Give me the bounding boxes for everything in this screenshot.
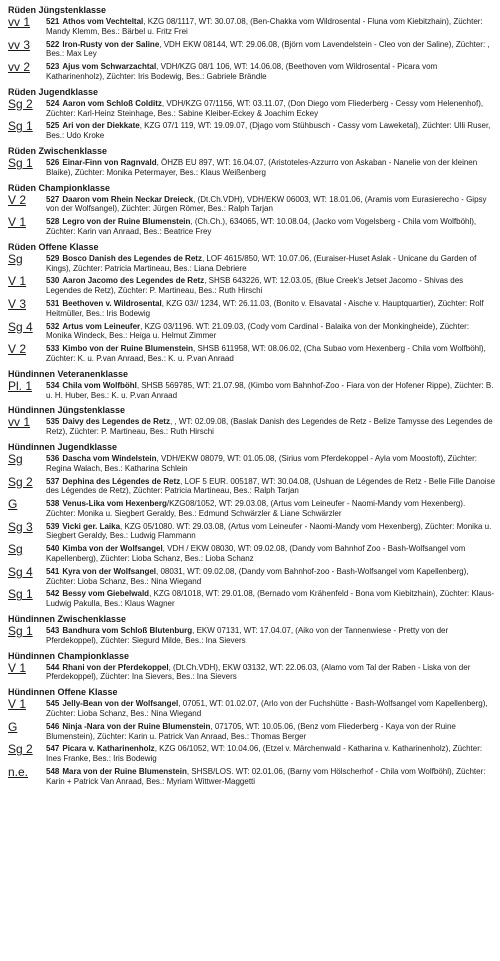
entry-details: , KZG 05/1080. WT: 29.03.08, (Artus vom Leineufer - Naomi-Mandy vom Hexenberg), Züchter: Monika u. Siegbert Geraldy, Bes.: Ludwig Flammann [46, 521, 492, 541]
section-title: Hündinnen Championklasse [8, 650, 130, 661]
catalog-number: 544 [46, 662, 60, 672]
grade-mark: Sg 1 [8, 155, 33, 170]
dog-name: Artus vom Leineufer [62, 321, 141, 331]
catalog-number: 529 [46, 253, 60, 263]
catalog-number: 538 [46, 499, 60, 509]
dog-name: Einar-Finn von Ragnvald [62, 157, 157, 167]
class-section [8, 183, 496, 237]
grade-mark: V 1 [8, 274, 27, 289]
entry-details: , 08031, WT: 09.02.08, (Dandy vom Bahnhof-zoo - Bash-Wolfsangel vom Kapellenberg), Züchter: Lioba Schanz, Bes.: Nina Wiegand [46, 566, 469, 586]
section-title: Hündinnen Zwischenklasse [8, 614, 127, 625]
dog-name: Kyra von der Wolfsangel [62, 566, 157, 576]
dog-entry [8, 319, 496, 342]
dog-entry [8, 296, 496, 319]
entry-details: , VDH/KZG 07/1156, WT: 03.11.07, (Don Diego vom Fliederberg - Cessy vom Helenenhof), Züchter: Karl-Heinz Steinhage, Bes.: Sabine Kleiber-Eckey & Joachim Eckey [46, 98, 484, 118]
grade-mark: Sg [8, 451, 23, 466]
dog-name: Aaron vom Schloß Colditz [62, 98, 162, 108]
dog-name: Mara von der Ruine Blumenstein [62, 767, 187, 777]
catalog-number: 539 [46, 521, 60, 531]
grade-mark: V 2 [8, 342, 27, 357]
catalog-number: 543 [46, 626, 60, 636]
section-title: Rüden Jugendklasse [8, 86, 99, 97]
catalog-number: 521 [46, 17, 60, 26]
entry-details: , KZG 03/1196. WT: 21.09.03, (Cody vom Cardinal - Balaika von der Monkingheide), Züchter: Monika Windeck, Bes.: Heiga u. Helmut Zimmer [46, 321, 470, 341]
entry-details: , VDH EKW 08144, WT: 29.06.08, (Björn vom Lavendelstein - Cleo von der Saline), Züchter: , Bes.: Max Ley [46, 39, 490, 59]
dog-entry [8, 276, 496, 296]
catalog-number: 530 [46, 276, 60, 286]
section-title: Rüden Championklasse [8, 182, 111, 193]
catalog-number: 525 [46, 121, 60, 131]
catalog-number: 548 [46, 767, 60, 777]
dog-entry [8, 17, 496, 37]
dog-entry [8, 626, 496, 646]
section-title: Rüden Jüngstenklasse [8, 5, 107, 15]
dog-name: Beethoven v. Wildrosental [62, 298, 162, 308]
section-title: Rüden Offene Klasse [8, 241, 99, 252]
dog-name: Daaron vom Rhein Neckar Dreieck [62, 194, 194, 204]
dog-entry [8, 62, 496, 82]
dog-entry [8, 519, 496, 542]
grade-mark: V 1 [8, 697, 27, 712]
dog-entry [8, 251, 496, 274]
dog-entry [8, 344, 496, 364]
grade-mark: V 2 [8, 192, 27, 207]
catalog-number: 537 [46, 476, 60, 486]
entry-details: , SHSB 569785, WT: 21.07.98, (Kimbo vom Bahnhof-Zoo - Fiara von der Hofener Rippe), Züchter: B. u. H. Huber, Bes.: K. u. P.van Anraad [46, 380, 494, 400]
section-title: Hündinnen Veteranenklasse [8, 368, 129, 379]
entry-details: , KZG 06/1052, WT: 10.04.06, (Etzel v. Märchenwald - Katharina v. Katharinenholz), Züchter: Ines Franke, Bes.: Iris Bodewig [46, 744, 483, 764]
catalog-number: 523 [46, 62, 60, 72]
grade-mark: V 3 [8, 296, 27, 311]
entry-details: , 071705, WT: 10.05.06, (Benz vom Fliederberg - Kaya von der Ruine Blumenstein), Züchter: Karin u. Patrick Van Anraad, Bes.: Thomas Berger [46, 721, 456, 741]
catalog-number: 527 [46, 194, 60, 204]
grade-mark: V 1 [8, 215, 27, 230]
catalog-number: 545 [46, 699, 60, 709]
class-section [8, 687, 496, 786]
catalog-number: 532 [46, 321, 60, 331]
entry-details: /KZG08/1052, WT: 29.03.08, (Artus vom Leineufer - Naomi-Mandy vom Hexenberg). Züchter: Monika u. Siegbert Geraldy, Bes.: Edmund Schwärzler & Liane Schwärzler [46, 499, 466, 518]
grade-mark: Pl. 1 [8, 378, 33, 393]
dog-entry [8, 544, 496, 564]
grade-mark: Sg 3 [8, 519, 33, 534]
grade-mark: G [8, 719, 18, 734]
grade-mark: Sg 2 [8, 474, 33, 489]
grade-mark: vv 1 [8, 15, 31, 29]
dog-name: Kimba von der Wolfsangel [62, 544, 163, 554]
dog-entry [8, 192, 496, 215]
dog-name: Bessy vom Giebelwald [62, 589, 150, 599]
dog-entry [8, 217, 496, 237]
results-document [0, 5, 500, 961]
section-title: Hündinnen Jüngstenklasse [8, 405, 126, 416]
dog-name: Chila vom Wolfböhl [62, 380, 137, 390]
dog-name: Aaron Jacomo des Legendes de Retz [62, 276, 205, 286]
entry-details: , (Ch.Ch.), 634065, WT: 10.08.04, (Jacko vom Vogelsberg - Chila vom Wolfböhl), Züchter: Karin van Anraad, Bes.: Beatrice Frey [46, 217, 477, 236]
dog-entry [8, 417, 496, 437]
grade-mark: Sg 2 [8, 96, 33, 111]
entry-details: , SHSB/LOS. WT: 02.01.06, (Barny vom Hölscherhof - Chila vom Wolfböhl), Züchter: Karin + Patrick Van Anraad, Bes.: Myriam Wittwer-Maggetti [46, 767, 486, 786]
entry-details: , ÖHZB EU 897, WT: 16.04.07, (Aristoteles-Azzurro von Askaban - Nanelie von der kleinen Blaike), Züchter: Monika Petermayer, Bes.: Klaus Weißenberg [46, 157, 478, 177]
entry-details: , 07051, WT: 01.02.07, (Arlo von der Fuchshütte - Bash-Wolfsangel vom Kapellenberg), Züchter: Lioba Schanz, Bes.: Nina Wiegand [46, 699, 488, 719]
dog-name: Bandhura vom Schloß Blutenburg [62, 626, 193, 636]
grade-mark: vv 3 [8, 37, 31, 52]
entry-details: , LOF 4615/850, WT: 10.07.06, (Euraiser-Huset Aslak - Unicane du Garden of Kings), Züchter: Patricia Martineau, Bes.: Liana Debriere [46, 253, 477, 273]
grade-mark: Sg 1 [8, 624, 33, 639]
dog-name: Jelly-Bean von der Wolfsangel [62, 699, 179, 709]
entry-details: , LOF 5 EUR. 005187, WT: 30.04.08, (Ushuan de Légendes de Retz - Belle Fille Danoise des Légendes de Retz), Züchter: Patricia Martineau, Bes.: Ralph Tarjan [46, 476, 496, 496]
class-section [8, 405, 496, 437]
dog-entry [8, 378, 496, 401]
dog-name: Legro von der Ruine Blumenstein [62, 217, 191, 227]
dog-entry [8, 474, 496, 497]
class-section [8, 651, 496, 683]
grade-mark: n.e. [8, 765, 29, 780]
dog-name: Ajus vom Schwarzachtal [62, 62, 157, 72]
dog-name: Rhani von der Pferdekoppel [62, 662, 169, 672]
dog-name: Picara v. Katharinenholz [62, 744, 155, 754]
catalog-number: 535 [46, 417, 60, 427]
catalog-number: 547 [46, 744, 60, 754]
entry-details: , EKW 07131, WT: 17.04.07, (Aiko von der Tannenwiese - Pretty von der Pferdekoppel), Züchter: Siegurd Milde, Bes.: Ina Sievers [46, 626, 449, 645]
dog-name: Venus-Lika vom Hexenberg [62, 499, 167, 509]
dog-entry [8, 451, 496, 474]
dog-name: Bosco Danish des Legendes de Retz [62, 253, 202, 263]
catalog-number: 522 [46, 39, 60, 49]
grade-mark: vv 2 [8, 60, 31, 75]
catalog-number: 546 [46, 721, 60, 731]
section-title: Rüden Zwischenklasse [8, 145, 108, 156]
section-title: Hündinnen Jugendklasse [8, 441, 118, 452]
dog-entry [8, 744, 496, 764]
catalog-number: 541 [46, 566, 60, 576]
class-section [8, 5, 496, 82]
catalog-number: 542 [46, 589, 60, 599]
dog-name: Dephina des Légendes de Retz [62, 476, 181, 486]
grade-mark: G [8, 497, 18, 512]
dog-name: Vicki ger. Laika [62, 521, 121, 531]
catalog-number: 533 [46, 344, 60, 354]
catalog-number: 528 [46, 217, 60, 227]
grade-mark: Sg [8, 251, 23, 266]
class-section [8, 242, 496, 364]
dog-name: Athos vom Vechteltal [62, 17, 144, 26]
dog-entry [8, 121, 496, 141]
dog-name: Iron-Rusty von der Saline [62, 39, 160, 49]
dog-entry [8, 719, 496, 742]
entry-details: , (Dt.Ch.VDH), EKW 03132, WT: 22.06.03, (Alamo vom Tal der Raben - Liska von der Pferdekoppel), Züchter: Ina Sievers, Bes.: Ina Sievers [46, 662, 471, 682]
grade-mark: Sg [8, 542, 23, 557]
dog-entry [8, 155, 496, 178]
grade-mark: Sg 1 [8, 587, 33, 602]
catalog-number: 536 [46, 453, 60, 463]
entry-details: , VDH/EKW 08079, WT: 01.05.08, (Sirius vom Pferdekoppel - Ayla vom Moostoft), Züchter: Regina Walach, Bes.: Katharina Schlein [46, 453, 477, 473]
grade-mark: vv 1 [8, 415, 31, 430]
entry-details: , VDH/KZG 08/1 106, WT: 14.06.08, (Beethoven vom Wildrosental - Picara vom Katharinenholz), Züchter: Iris Bodewig, Bes.: Gabriele Brändle [46, 62, 438, 81]
grade-mark: Sg 4 [8, 564, 33, 579]
dog-name: Kimbo von der Ruine Blumenstein [62, 344, 194, 354]
dog-name: Ninja -Nara von der Ruine Blumenstein [62, 721, 211, 731]
dog-name: Daivy des Legendes de Retz [62, 417, 170, 427]
entry-details: , VDH / EKW 08030, WT: 09.02.08, (Dandy vom Bahnhof Zoo - Bash-Wolfsangel vom Kapellenberg), Züchter: Lioba Schanz, Bes.: Lioba Schanz [46, 544, 466, 564]
entry-details: , KZG 03// 1234, WT: 26.11.03, (Bonito v. Elsavatal - Aische v. Hauptquartier), Züchter: Rolf Heitmüller, Bes.: Iris Bodewig [46, 298, 484, 318]
dog-entry [8, 660, 496, 683]
dog-entry [8, 564, 496, 587]
catalog-number: 540 [46, 544, 60, 554]
class-section [8, 442, 496, 609]
class-section [8, 369, 496, 401]
entry-details: , (Dt.Ch.VDH), VDH/EKW 06003, WT: 18.01.06, (Aramis vom Eurasierecho - Gipsy von der Wolfsangel), Züchter: Jürgen Römer, Bes.: Ralph Tarjan [46, 194, 487, 214]
dog-entry [8, 589, 496, 609]
catalog-number: 524 [46, 98, 60, 108]
dog-entry [8, 96, 496, 119]
entry-details: , KZG 08/1018, WT: 29.01.08, (Bernado vom Krähenfeld - Bona vom Kiebitzhain), Züchter: Klaus-Ludwig Pakulla, Bes.: Klaus Wagner [46, 589, 495, 609]
catalog-number: 526 [46, 157, 60, 167]
dog-entry [8, 499, 496, 519]
class-section [8, 87, 496, 141]
section-title: Hündinnen Offene Klasse [8, 687, 118, 698]
entry-details: , KZG 08/1117, WT: 30.07.08, (Ben-Chakka vom Wildrosental - Fluna vom Kiebitzhain), Züchter: Mandy Klemm, Bes.: Bärbel u. Fritz Frei [46, 17, 483, 36]
dog-name: Dascha vom Windelstein [62, 453, 157, 463]
entry-details: , , WT: 02.09.08, (Baslak Danish des Legendes de Retz - Belize Tamysse des Legendes de Retz), Züchter: P. Martineau, Bes.: Ruth Hirschi [46, 417, 493, 437]
dog-name: Ari von der Diekkate [62, 121, 140, 131]
dog-entry [8, 699, 496, 719]
class-section [8, 146, 496, 178]
catalog-number: 534 [46, 380, 60, 390]
grade-mark: Sg 4 [8, 319, 33, 334]
grade-mark: Sg 1 [8, 119, 33, 134]
dog-entry [8, 767, 496, 787]
dog-entry [8, 37, 496, 60]
class-section [8, 614, 496, 646]
catalog-number: 531 [46, 298, 60, 308]
grade-mark: Sg 2 [8, 742, 33, 757]
entry-details: , SHSB 611958, WT: 08.06.02, (Cha Subao vom Hexenberg - Chila vom Wolfböhl), Züchter: K. u. P.van Anraad, Bes.: K. u. P.van Anraad [46, 344, 486, 363]
entry-details: , KZG 07/1 119, WT: 19.09.07, (Djago vom Stühbusch - Cassy vom Laweketal), Züchter: Ulli Ruser, Bes.: Udo Kroke [46, 121, 491, 141]
entry-details: , SHSB 643226, WT: 12.03.05, (Blue Creek's Jetset Jacomo - Shivas des Legendes de Retz), Züchter: P. Martineau, Bes.: Ruth Hirschi [46, 276, 464, 296]
grade-mark: V 1 [8, 660, 27, 675]
